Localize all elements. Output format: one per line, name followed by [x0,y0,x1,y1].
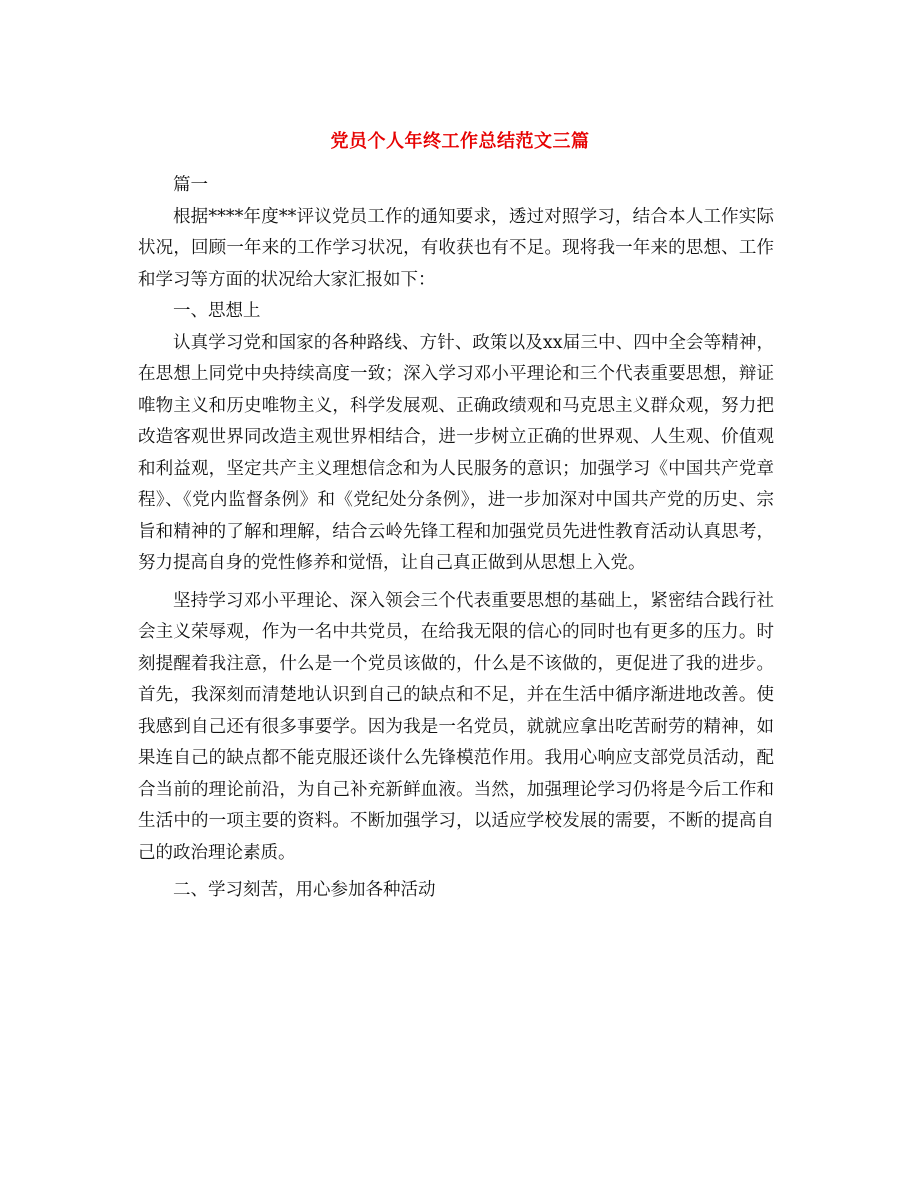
section-heading: 一、思想上 [173,301,261,321]
section-label: 篇一 [173,175,208,195]
document-body [138,170,774,907]
body-paragraph: 根据****年度**评议党员工作的通知要求，透过对照学习，结合本人工作实际状况，回顾一年来的工作学习状况，有收获也有不足。现将我一年来的思想、工作和学习等方面的状况给大家汇报如下： [138,206,774,290]
body-paragraph: 坚持学习邓小平理论、深入领会三个代表重要思想的基础上，紧密结合践行社会主义荣辱观，作为一名中共党员，在给我无限的信心的同时也有更多的压力。时刻提醒着我注意，什么是一个党员该做的，什么是不该做的，更促进了我的进步。首先，我深刻而清楚地认识到自己的缺点和不足，并在生活中循序渐进地改善。使我感到自己还有很多事要学。因为我是一名党员，就就应拿出吃苦耐劳的精神，如果连自己的缺点都不能克服还谈什么先锋模范作用。我用心响应支部党员活动，配合当前的理论前沿，为自己补充新鲜血液。当然，加强理论学习仍将是今后工作和生活中的一项主要的资料。不断加强学习，以适应学校发展的需要，不断的提高自己的政治理论素质。 [138,590,774,863]
body-paragraph: 认真学习党和国家的各种路线、方针、政策以及xx届三中、四中全会等精神，在思想上同党中央持续高度一致；深入学习邓小平理论和三个代表重要思想，辩证唯物主义和历史唯物主义，科学发展观、正确政绩观和马克思主义群众观，努力把改造客观世界同改造主观世界相结合，进一步树立正确的世界观、人生观、价值观和利益观，坚定共产主义理想信念和为人民服务的意识；加强学习《中国共产党章程》、《党内监督条例》和《党纪处分条例》，进一步加深对中国共产党的历史、宗旨和精神的了解和理解，结合云岭先锋工程和加强党员先进性教育活动认真思考，努力提高自身的党性修养和觉悟，让自己真正做到从思想上入党。 [138,332,774,573]
document-title: 党员个人年终工作总结范文三篇 [330,131,590,152]
section-heading: 二、学习刻苦，用心参加各种活动 [173,880,436,900]
